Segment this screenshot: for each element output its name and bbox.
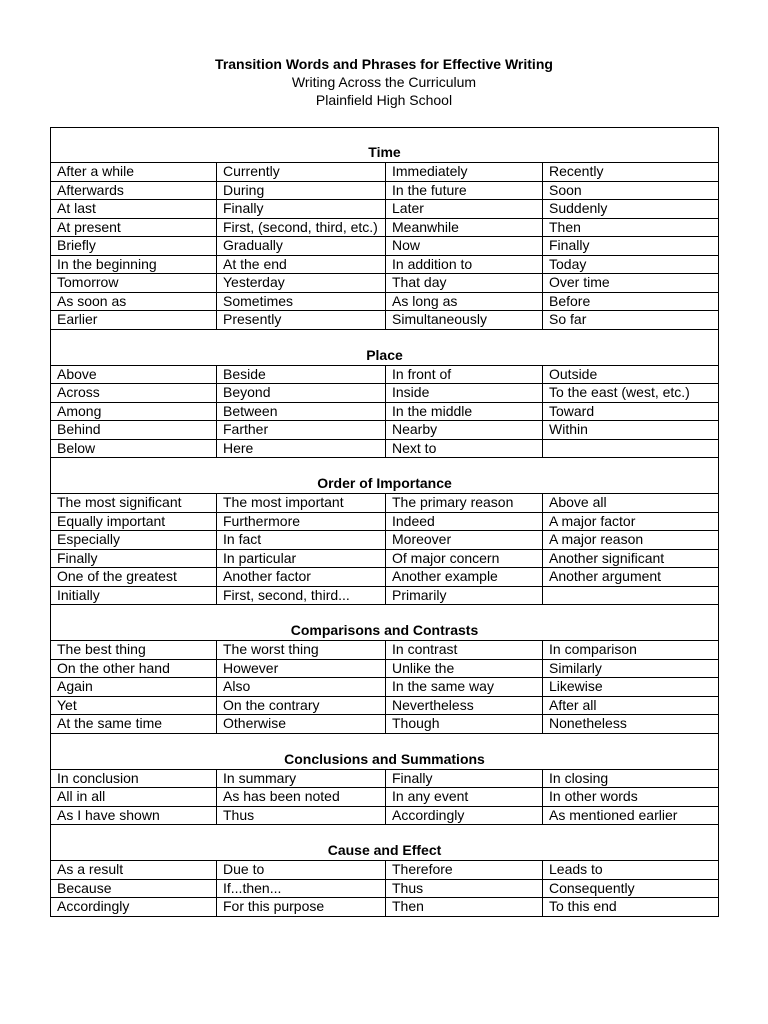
table-cell: Nevertheless bbox=[386, 696, 543, 715]
table-cell: Beyond bbox=[217, 384, 386, 403]
table-cell: Accordingly bbox=[51, 898, 217, 917]
table-cell: Between bbox=[217, 402, 386, 421]
section-header-row bbox=[51, 329, 719, 365]
table-cell: Due to bbox=[217, 861, 386, 880]
table-cell: Because bbox=[51, 879, 217, 898]
section-header-row bbox=[51, 458, 719, 494]
table-cell: Leads to bbox=[543, 861, 719, 880]
section-title-order-of-importance: Order of Importance bbox=[51, 458, 719, 494]
table-cell: At present bbox=[51, 218, 217, 237]
table-cell: In closing bbox=[543, 769, 719, 788]
table-cell: Among bbox=[51, 402, 217, 421]
table-cell: Also bbox=[217, 678, 386, 697]
table-cell: Thus bbox=[386, 879, 543, 898]
section-header-row bbox=[51, 128, 719, 163]
table-cell: Yet bbox=[51, 696, 217, 715]
table-cell: In the middle bbox=[386, 402, 543, 421]
table-cell: In summary bbox=[217, 769, 386, 788]
table-row bbox=[51, 641, 719, 660]
table-cell: Over time bbox=[543, 274, 719, 293]
table-row bbox=[51, 659, 719, 678]
table-cell: Finally bbox=[217, 200, 386, 219]
table-cell: As has been noted bbox=[217, 788, 386, 807]
table-row bbox=[51, 531, 719, 550]
document-subtitle: Writing Across the Curriculum bbox=[291, 74, 477, 90]
table-cell: On the contrary bbox=[217, 696, 386, 715]
table-cell: That day bbox=[386, 274, 543, 293]
table-cell: Another argument bbox=[543, 568, 719, 587]
table-row bbox=[51, 715, 719, 734]
table-row bbox=[51, 788, 719, 807]
table-cell: Toward bbox=[543, 402, 719, 421]
table-cell: Equally important bbox=[51, 512, 217, 531]
table-cell: Finally bbox=[386, 769, 543, 788]
section-header-row bbox=[51, 825, 719, 861]
table-cell: Next to bbox=[386, 439, 543, 458]
table-cell: In any event bbox=[386, 788, 543, 807]
section-header-row bbox=[51, 733, 719, 769]
table-cell: So far bbox=[543, 311, 719, 330]
section-title-time: Time bbox=[51, 128, 719, 163]
table-row bbox=[51, 181, 719, 200]
table-row bbox=[51, 696, 719, 715]
table-cell: In contrast bbox=[386, 641, 543, 660]
table-cell: In the same way bbox=[386, 678, 543, 697]
table-row bbox=[51, 586, 719, 605]
table-cell: The most significant bbox=[51, 494, 217, 513]
table-cell: Behind bbox=[51, 421, 217, 440]
table-cell: Unlike the bbox=[386, 659, 543, 678]
table-cell: Then bbox=[543, 218, 719, 237]
table-cell: Especially bbox=[51, 531, 217, 550]
table-cell: As soon as bbox=[51, 292, 217, 311]
table-cell: First, second, third... bbox=[217, 586, 386, 605]
table-cell: To this end bbox=[543, 898, 719, 917]
table-row bbox=[51, 163, 719, 182]
section-title-conclusions-and-summations: Conclusions and Summations bbox=[51, 733, 719, 769]
table-cell: Afterwards bbox=[51, 181, 217, 200]
table-cell: During bbox=[217, 181, 386, 200]
document-header bbox=[0, 55, 768, 109]
table-cell: However bbox=[217, 659, 386, 678]
table-cell: Within bbox=[543, 421, 719, 440]
table-cell: Indeed bbox=[386, 512, 543, 531]
table-cell: Today bbox=[543, 255, 719, 274]
table-cell: In conclusion bbox=[51, 769, 217, 788]
table-cell: Thus bbox=[217, 806, 386, 825]
table-cell: Tomorrow bbox=[51, 274, 217, 293]
table-cell: Recently bbox=[543, 163, 719, 182]
table-row bbox=[51, 898, 719, 917]
table-row bbox=[51, 512, 719, 531]
table-cell: The best thing bbox=[51, 641, 217, 660]
transition-words-table bbox=[50, 127, 719, 917]
table-cell: Finally bbox=[543, 237, 719, 256]
table-cell: Similarly bbox=[543, 659, 719, 678]
table-row bbox=[51, 218, 719, 237]
table-cell: In addition to bbox=[386, 255, 543, 274]
table-cell: After all bbox=[543, 696, 719, 715]
table-row bbox=[51, 879, 719, 898]
table-cell: Though bbox=[386, 715, 543, 734]
table-cell: After a while bbox=[51, 163, 217, 182]
table-cell: Above bbox=[51, 365, 217, 384]
table-cell: First, (second, third, etc.) bbox=[217, 218, 386, 237]
table-cell: In front of bbox=[386, 365, 543, 384]
table-cell: Finally bbox=[51, 549, 217, 568]
table-cell: Now bbox=[386, 237, 543, 256]
transition-words-table-body bbox=[51, 128, 719, 917]
table-cell: Briefly bbox=[51, 237, 217, 256]
table-row bbox=[51, 861, 719, 880]
table-cell: Of major concern bbox=[386, 549, 543, 568]
table-cell: Above all bbox=[543, 494, 719, 513]
table-cell: Across bbox=[51, 384, 217, 403]
table-row bbox=[51, 237, 719, 256]
table-row bbox=[51, 678, 719, 697]
table-cell: Presently bbox=[217, 311, 386, 330]
table-cell: In the future bbox=[386, 181, 543, 200]
table-cell: One of the greatest bbox=[51, 568, 217, 587]
table-cell: Suddenly bbox=[543, 200, 719, 219]
table-cell: In other words bbox=[543, 788, 719, 807]
table-cell: Outside bbox=[543, 365, 719, 384]
table-cell: For this purpose bbox=[217, 898, 386, 917]
document-title: Transition Words and Phrases for Effective Writing bbox=[215, 56, 553, 72]
table-cell: Moreover bbox=[386, 531, 543, 550]
table-cell: Inside bbox=[386, 384, 543, 403]
table-cell: A major factor bbox=[543, 512, 719, 531]
table-cell: As a result bbox=[51, 861, 217, 880]
table-cell: Earlier bbox=[51, 311, 217, 330]
table-row bbox=[51, 439, 719, 458]
table-cell: At the same time bbox=[51, 715, 217, 734]
table-cell: Likewise bbox=[543, 678, 719, 697]
table-cell: In comparison bbox=[543, 641, 719, 660]
table-row bbox=[51, 255, 719, 274]
table-cell: To the east (west, etc.) bbox=[543, 384, 719, 403]
section-title-cause-and-effect: Cause and Effect bbox=[51, 825, 719, 861]
table-cell: Otherwise bbox=[217, 715, 386, 734]
table-row bbox=[51, 806, 719, 825]
table-row bbox=[51, 274, 719, 293]
table-cell: Before bbox=[543, 292, 719, 311]
table-cell: Currently bbox=[217, 163, 386, 182]
table-cell: Farther bbox=[217, 421, 386, 440]
table-cell: If...then... bbox=[217, 879, 386, 898]
table-cell: Then bbox=[386, 898, 543, 917]
table-cell: Later bbox=[386, 200, 543, 219]
table-row bbox=[51, 421, 719, 440]
table-cell: Consequently bbox=[543, 879, 719, 898]
table-cell: Again bbox=[51, 678, 217, 697]
section-header-row bbox=[51, 605, 719, 641]
table-row bbox=[51, 549, 719, 568]
table-cell: Nearby bbox=[386, 421, 543, 440]
table-cell: As mentioned earlier bbox=[543, 806, 719, 825]
table-cell: In the beginning bbox=[51, 255, 217, 274]
table-cell: Nonetheless bbox=[543, 715, 719, 734]
table-cell: The worst thing bbox=[217, 641, 386, 660]
table-cell: The primary reason bbox=[386, 494, 543, 513]
table-cell: Primarily bbox=[386, 586, 543, 605]
table-cell: Therefore bbox=[386, 861, 543, 880]
table-row bbox=[51, 384, 719, 403]
table-cell: Another factor bbox=[217, 568, 386, 587]
table-cell: Another example bbox=[386, 568, 543, 587]
school-name: Plainfield High School bbox=[315, 92, 453, 108]
table-cell bbox=[543, 586, 719, 605]
table-cell: As I have shown bbox=[51, 806, 217, 825]
table-cell: Beside bbox=[217, 365, 386, 384]
table-cell: On the other hand bbox=[51, 659, 217, 678]
table-cell bbox=[543, 439, 719, 458]
table-cell: Simultaneously bbox=[386, 311, 543, 330]
table-row bbox=[51, 402, 719, 421]
table-row bbox=[51, 494, 719, 513]
table-cell: Gradually bbox=[217, 237, 386, 256]
table-row bbox=[51, 200, 719, 219]
table-cell: Initially bbox=[51, 586, 217, 605]
table-cell: At the end bbox=[217, 255, 386, 274]
table-row bbox=[51, 311, 719, 330]
section-title-place: Place bbox=[51, 329, 719, 365]
table-row bbox=[51, 292, 719, 311]
table-cell: Accordingly bbox=[386, 806, 543, 825]
table-cell: As long as bbox=[386, 292, 543, 311]
table-row bbox=[51, 568, 719, 587]
table-cell: A major reason bbox=[543, 531, 719, 550]
table-cell: Immediately bbox=[386, 163, 543, 182]
section-title-comparisons-and-contrasts: Comparisons and Contrasts bbox=[51, 605, 719, 641]
table-cell: Soon bbox=[543, 181, 719, 200]
table-cell: In fact bbox=[217, 531, 386, 550]
table-row bbox=[51, 769, 719, 788]
table-cell: Furthermore bbox=[217, 512, 386, 531]
table-cell: The most important bbox=[217, 494, 386, 513]
table-row bbox=[51, 365, 719, 384]
table-cell: Yesterday bbox=[217, 274, 386, 293]
table-cell: At last bbox=[51, 200, 217, 219]
table-cell: Below bbox=[51, 439, 217, 458]
table-cell: In particular bbox=[217, 549, 386, 568]
table-cell: Meanwhile bbox=[386, 218, 543, 237]
table-cell: Another significant bbox=[543, 549, 719, 568]
table-cell: Here bbox=[217, 439, 386, 458]
table-cell: All in all bbox=[51, 788, 217, 807]
table-cell: Sometimes bbox=[217, 292, 386, 311]
